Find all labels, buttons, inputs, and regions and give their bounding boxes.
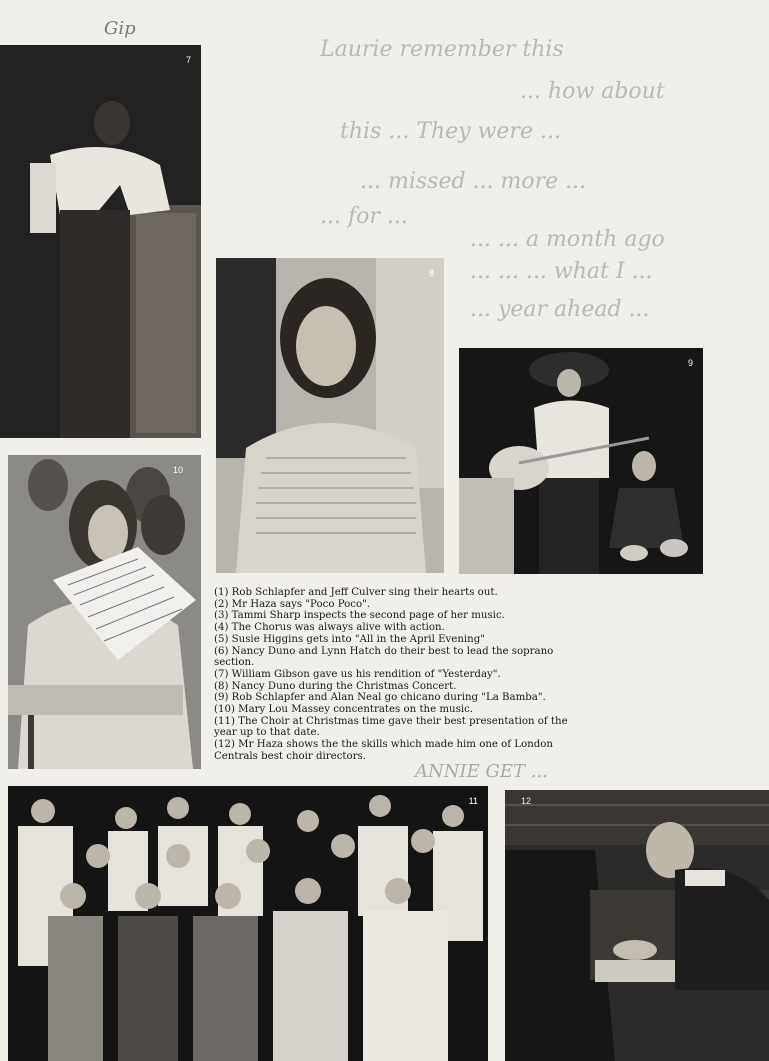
handwriting-line-5: ... for ... (320, 204, 408, 229)
caption-2: (2) Mr Haza says "Poco Poco". (214, 598, 371, 610)
photo-11-number: 11 (468, 796, 478, 806)
photo-12 (505, 790, 769, 1061)
handwriting-line-4: ... missed ... more ... (360, 169, 587, 194)
caption-8: (8) Nancy Duno during the Christmas Concert. (214, 680, 457, 692)
caption-5: (5) Susie Higgins gets into "All in the April Evening" (214, 633, 485, 645)
caption-block (214, 587, 584, 763)
handwriting-line-2: ... how about (520, 79, 665, 104)
photo-12-number: 12 (521, 796, 532, 806)
photo-8-image (216, 258, 444, 573)
caption-1: (1) Rob Schlapfer and Jeff Culver sing their hearts out. (214, 587, 498, 598)
photo-9-image (459, 348, 703, 574)
photo-10-number: 10 (172, 465, 183, 475)
photo-8 (216, 258, 444, 573)
handwriting-line-6: ... ... a month ago (470, 227, 665, 252)
caption-3: (3) Tammi Sharp inspects the second page of her music. (214, 610, 505, 622)
handwriting-line-7: ... ... ... what I ... (470, 259, 653, 284)
photo-9 (459, 348, 703, 574)
photo-10-image (8, 455, 201, 769)
photo-11 (8, 786, 488, 1061)
caption-9: (9) Rob Schlapfer and Alan Neal go chicano during "La Bamba". (214, 692, 546, 704)
photo-9-number: 9 (687, 358, 693, 368)
handwriting-line-8: ... year ahead ... (470, 297, 650, 322)
handwriting-line-1: Laurie remember this (320, 37, 564, 62)
photo-8-number: 8 (428, 268, 434, 278)
caption-11: (11) The Choir at Christmas time gave their best presentation of the year up to that date. (214, 715, 568, 739)
photo-12-image (505, 790, 769, 1061)
handwriting-signature-bottom: ANNIE GET ... (415, 761, 548, 782)
caption-12: (12) Mr Haza shows the the skills which made him one of London Centrals best choir directors. (214, 739, 553, 762)
caption-6: (6) Nancy Duno and Lynn Hatch do their best to lead the soprano section. (214, 645, 554, 669)
photo-7-number: 7 (185, 55, 191, 65)
caption-4: (4) The Chorus was always alive with action. (214, 622, 445, 634)
photo-11-image (8, 786, 488, 1061)
caption-10: (10) Mary Lou Massey concentrates on the music. (214, 704, 474, 716)
photo-7-image (0, 45, 201, 438)
caption-7: (7) William Gibson gave us his rendition of "Yesterday". (214, 668, 501, 680)
photo-10 (8, 455, 201, 769)
handwritten-initials: Gip (104, 18, 136, 39)
handwriting-line-3: this ... They were ... (340, 119, 561, 144)
photo-7 (0, 45, 201, 438)
